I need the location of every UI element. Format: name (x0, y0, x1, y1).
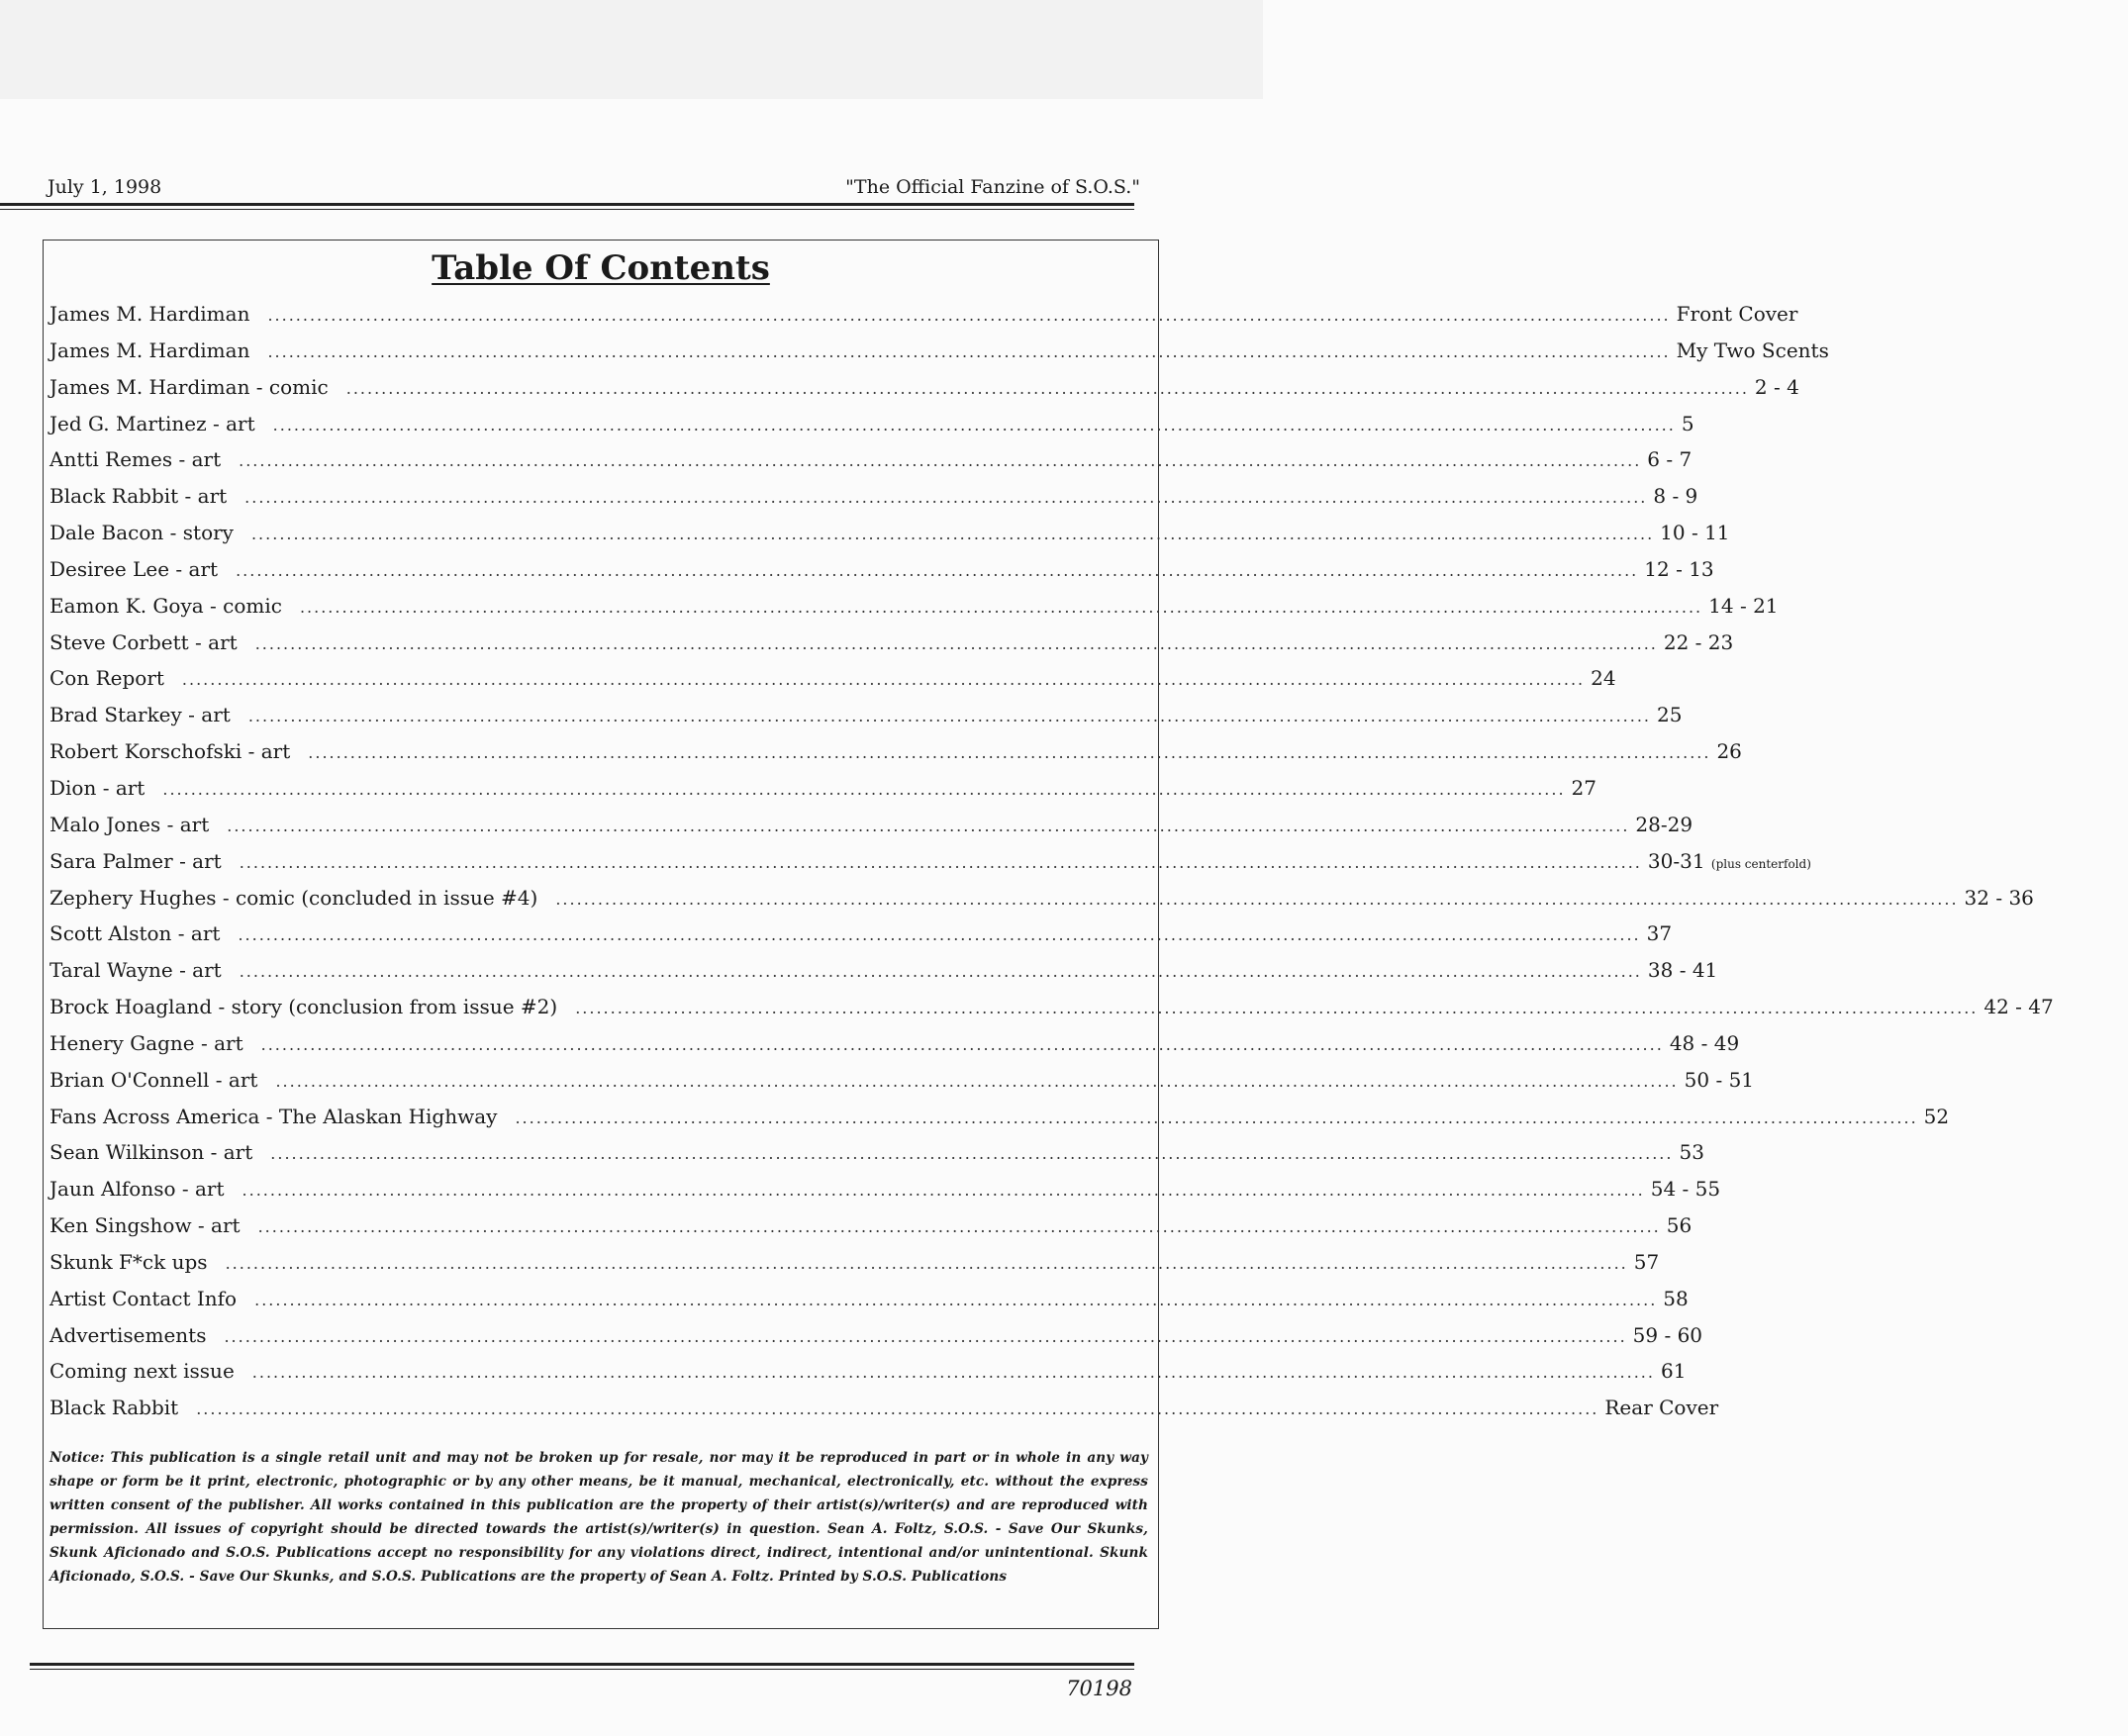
toc-entry-name: Robert Korschofski - art (49, 739, 291, 764)
toc-entry-name: Eamon K. Goya - comic (49, 593, 282, 618)
dot-leader: ........................................................................................................................................................................................................ (224, 1326, 1627, 1346)
dot-leader: ........................................................................................................................................................................................................ (272, 415, 1676, 434)
toc-entry (49, 1140, 1704, 1177)
toc-entry-page (1647, 921, 1791, 945)
toc-entry-page-value: 25 (1657, 703, 1683, 727)
dot-leader: ........................................................................................................................................................................................................ (239, 852, 1642, 872)
toc-entry-page (1634, 1250, 1779, 1274)
copyright-notice: Notice: This publication is a single retail unit and may not be broken up for resale, nor may it be reproduced in part or in whole in any way shape or form be it print, electronic, photographic or by any other means, be it manual, mechanical, electronically, etc. without the express written consent of the publisher. All works contained in this publication are the property of their artist(s)/writer(s) and are reproduced with permission. All issues of copyright should be directed towards the artist(s)/writer(s) in question. Sean A. Foltz, S.O.S. - Save Our Skunks, Skunk Aficionado and S.O.S. Publications accept no responsibility for any violations direct, indirect, intentional and/or unintentional. Skunk Aficionado, S.O.S. - Save Our Skunks, and S.O.S. Publications are the property of Sean A. Foltz. Printed by S.O.S. Publications (49, 1450, 1148, 1585)
toc-entry-page-value: 53 (1679, 1140, 1704, 1165)
header-date: July 1, 1998 (48, 176, 162, 198)
toc-entry-name: Black Rabbit (49, 1396, 179, 1420)
page-title: Table Of Contents (432, 248, 770, 288)
dot-leader: ........................................................................................................................................................................................................ (257, 1217, 1661, 1237)
toc-entry-name: Antti Remes - art (49, 447, 222, 472)
toc-entry-page-value: 56 (1666, 1213, 1693, 1238)
toc-entry-name: Skunk F*ck ups (49, 1249, 208, 1274)
toc-entry-name: James M. Hardiman (49, 302, 250, 326)
toc-entry-page (1755, 375, 1899, 399)
toc-entry (49, 1286, 1689, 1323)
dot-leader: ........................................................................................................................................................................................................ (181, 670, 1586, 690)
toc-entry-page (1679, 1140, 1823, 1164)
toc-entry-page-value: 6 - 7 (1647, 447, 1693, 472)
toc-entry-name: Desiree Lee - art (49, 556, 219, 581)
toc-entry-page-value: Rear Cover (1604, 1396, 1719, 1420)
toc-entry (49, 556, 1714, 594)
toc-entry-page (1682, 412, 1826, 435)
toc-entry (49, 1104, 1950, 1141)
toc-entry-page-value: 30-31 (1647, 848, 1705, 873)
toc-entry-name: Taral Wayne - art (49, 958, 222, 983)
toc-entry (49, 885, 2034, 922)
footer-page-number: 70198 (1066, 1677, 1132, 1700)
toc-entry-name: Black Rabbit - art (49, 484, 228, 509)
toc-entry (49, 666, 1616, 703)
scan-shade (0, 0, 1263, 99)
toc-entry-name: Advertisements (49, 1322, 207, 1347)
toc-entry-page (1572, 776, 1716, 800)
toc-entry-page-value: 28-29 (1635, 812, 1693, 836)
toc-entry-page-value: 61 (1660, 1359, 1687, 1384)
toc-entry-page (1660, 521, 1804, 544)
toc-entry-name: Henery Gagne - art (49, 1030, 243, 1055)
dot-leader: ........................................................................................................................................................................................................ (275, 1071, 1679, 1091)
dot-leader: ........................................................................................................................................................................................................ (267, 341, 1671, 361)
toc-entry-page (1657, 703, 1801, 726)
toc-entry-page (1677, 302, 1821, 326)
toc-entry (49, 739, 1742, 776)
toc-entry-page-value: 10 - 11 (1660, 521, 1730, 545)
toc-entry-page-value: 24 (1591, 666, 1616, 691)
toc-entry-page (1664, 630, 1808, 654)
toc-entry-page-value: 48 - 49 (1669, 1030, 1740, 1055)
dot-leader: ........................................................................................................................................................................................................ (227, 816, 1630, 835)
toc-entry-page (1924, 1105, 2069, 1128)
toc-entry-page (1604, 1396, 1749, 1419)
toc-entry-page-value: My Two Scents (1676, 338, 1829, 362)
toc-entry-page (1685, 1068, 1829, 1092)
toc-entry-name: Steve Corbett - art (49, 629, 238, 654)
toc-entry (49, 521, 1730, 557)
toc-entry-page (1670, 1031, 1814, 1055)
toc-entry (49, 447, 1693, 484)
toc-entry-name: Brock Hoagland - story (conclusion from issue #2) (49, 995, 558, 1019)
toc-entry-page (1647, 447, 1791, 471)
dot-leader: ........................................................................................................................................................................................................ (345, 378, 1749, 398)
toc-entry-page-value: 37 (1646, 921, 1673, 946)
toc-entry-page (1676, 338, 1829, 362)
toc-entry (49, 1322, 1703, 1360)
toc-entry-name: Con Report (49, 666, 164, 691)
toc-entry-name: Dale Bacon - story (49, 521, 234, 545)
header-publication: "The Official Fanzine of S.O.S." (845, 176, 1140, 198)
toc-entry-page (1644, 557, 1789, 581)
toc-entry-page (1648, 958, 1792, 982)
dot-leader: ........................................................................................................................................................................................................ (308, 743, 1711, 763)
dot-leader: ........................................................................................................................................................................................................ (555, 889, 1959, 909)
dot-leader: ........................................................................................................................................................................................................ (239, 451, 1642, 471)
toc-entry (49, 812, 1693, 849)
toc-entry-page (1663, 1287, 1807, 1310)
toc-entry-page-value: Front Cover (1676, 302, 1798, 326)
toc-entry-page-value: 5 (1681, 411, 1694, 435)
toc-entry-page-value: 2 - 4 (1754, 374, 1799, 399)
toc-entry-name: Brian O'Connell - art (49, 1067, 258, 1092)
toc-entry (49, 593, 1779, 630)
toc-entry (49, 703, 1683, 739)
toc-entry-page-value: 38 - 41 (1647, 958, 1718, 983)
toc-entry-page (1635, 813, 1780, 836)
dot-leader: ........................................................................................................................................................................................................ (239, 962, 1642, 982)
toc-entry (49, 1030, 1740, 1068)
dot-leader: ........................................................................................................................................................................................................ (244, 488, 1648, 508)
toc-entry (49, 338, 1829, 375)
toc-entry-name: Jaun Alfonso - art (49, 1177, 225, 1202)
toc-list (49, 302, 2054, 1432)
toc-entry (49, 1249, 1660, 1287)
toc-entry (49, 302, 1798, 338)
toc-entry-name: Coming next issue (49, 1359, 235, 1384)
dot-leader: ........................................................................................................................................................................................................ (575, 999, 1979, 1018)
toc-entry-page (1647, 848, 1811, 873)
toc-entry-page-value: 42 - 47 (1983, 995, 2054, 1019)
toc-entry (49, 958, 1718, 995)
toc-entry-page-value: 57 (1633, 1249, 1660, 1274)
toc-entry (49, 1359, 1687, 1396)
dot-leader: ........................................................................................................................................................................................................ (260, 1034, 1664, 1054)
toc-entry (49, 1213, 1693, 1250)
dot-leader: ........................................................................................................................................................................................................ (270, 1144, 1674, 1164)
toc-entry-page (1983, 995, 2128, 1018)
dot-leader: ........................................................................................................................................................................................................ (247, 707, 1651, 726)
toc-entry-page (1651, 1177, 1795, 1201)
toc-entry-name: Fans Across America - The Alaskan Highway (49, 1104, 498, 1128)
toc-entry (49, 775, 1596, 813)
footer-rule (30, 1663, 1134, 1670)
header-rule (0, 203, 1134, 210)
toc-entry (49, 374, 1799, 412)
toc-entry-page (1661, 1359, 1805, 1383)
toc-entry-name: Scott Alston - art (49, 921, 221, 946)
toc-entry-page-value: 58 (1663, 1286, 1689, 1310)
toc-entry-page-value: 59 - 60 (1632, 1322, 1703, 1347)
dot-leader: ........................................................................................................................................................................................................ (251, 1363, 1655, 1383)
toc-entry (49, 1396, 1719, 1432)
toc-entry-page (1716, 739, 1861, 763)
dot-leader: ........................................................................................................................................................................................................ (196, 1399, 1599, 1419)
toc-entry-page-value: 8 - 9 (1653, 484, 1698, 509)
toc-entry-note: (plus centerfold) (1710, 856, 1811, 871)
toc-entry-name: James M. Hardiman - comic (49, 374, 329, 399)
toc-entry-name: Zephery Hughes - comic (concluded in issue #4) (49, 885, 538, 910)
toc-entry-name: Ken Singshow - art (49, 1213, 241, 1238)
toc-entry-page (1667, 1213, 1811, 1237)
toc-entry-page-value: 26 (1716, 739, 1742, 764)
dot-leader: ........................................................................................................................................................................................................ (162, 779, 1566, 799)
toc-entry (49, 1177, 1721, 1213)
toc-entry (49, 484, 1698, 521)
toc-entry-name: Artist Contact Info (49, 1286, 238, 1310)
toc-entry-page-value: 12 - 13 (1644, 556, 1714, 581)
toc-entry-page-value: 22 - 23 (1663, 629, 1734, 654)
toc-entry-name: James M. Hardiman (49, 338, 250, 362)
dot-leader: ........................................................................................................................................................................................................ (515, 1108, 1918, 1127)
toc-entry (49, 921, 1673, 958)
toc-entry-name: Sean Wilkinson - art (49, 1140, 253, 1165)
toc-entry-name: Jed G. Martinez - art (49, 411, 255, 435)
toc-entry (49, 848, 1811, 886)
dot-leader: ........................................................................................................................................................................................................ (254, 633, 1658, 653)
toc-entry-page (1633, 1323, 1778, 1347)
toc-entry-name: Sara Palmer - art (49, 848, 222, 873)
toc-entry-name: Brad Starkey - art (49, 703, 231, 727)
toc-entry-page-value: 27 (1571, 775, 1596, 800)
dot-leader: ........................................................................................................................................................................................................ (242, 1181, 1645, 1201)
toc-entry-page (1708, 594, 1853, 618)
toc-entry (49, 995, 2054, 1031)
toc-entry-name: Malo Jones - art (49, 812, 210, 836)
toc-entry-page (1653, 484, 1797, 508)
toc-entry-page (1591, 666, 1735, 690)
contents-box (43, 240, 2054, 1629)
dot-leader: ........................................................................................................................................................................................................ (238, 925, 1641, 945)
toc-entry-page-value: 52 (1923, 1104, 1950, 1128)
toc-entry (49, 1067, 1755, 1105)
dot-leader: ........................................................................................................................................................................................................ (225, 1253, 1628, 1273)
dot-leader: ........................................................................................................................................................................................................ (236, 560, 1639, 580)
toc-entry-page-value: 14 - 21 (1708, 593, 1779, 618)
toc-entry-page-value: 32 - 36 (1964, 885, 2034, 910)
toc-entry-name: Dion - art (49, 775, 145, 800)
dot-leader: ........................................................................................................................................................................................................ (299, 597, 1703, 617)
toc-entry-page-value: 54 - 55 (1650, 1177, 1721, 1202)
toc-entry-page-value: 50 - 51 (1684, 1067, 1755, 1092)
dot-leader: ........................................................................................................................................................................................................ (254, 1290, 1658, 1309)
toc-entry-page (1965, 886, 2109, 910)
toc-entry (49, 629, 1734, 667)
dot-leader: ........................................................................................................................................................................................................ (250, 525, 1655, 544)
dot-leader: ........................................................................................................................................................................................................ (267, 306, 1671, 325)
toc-entry (49, 411, 1694, 448)
